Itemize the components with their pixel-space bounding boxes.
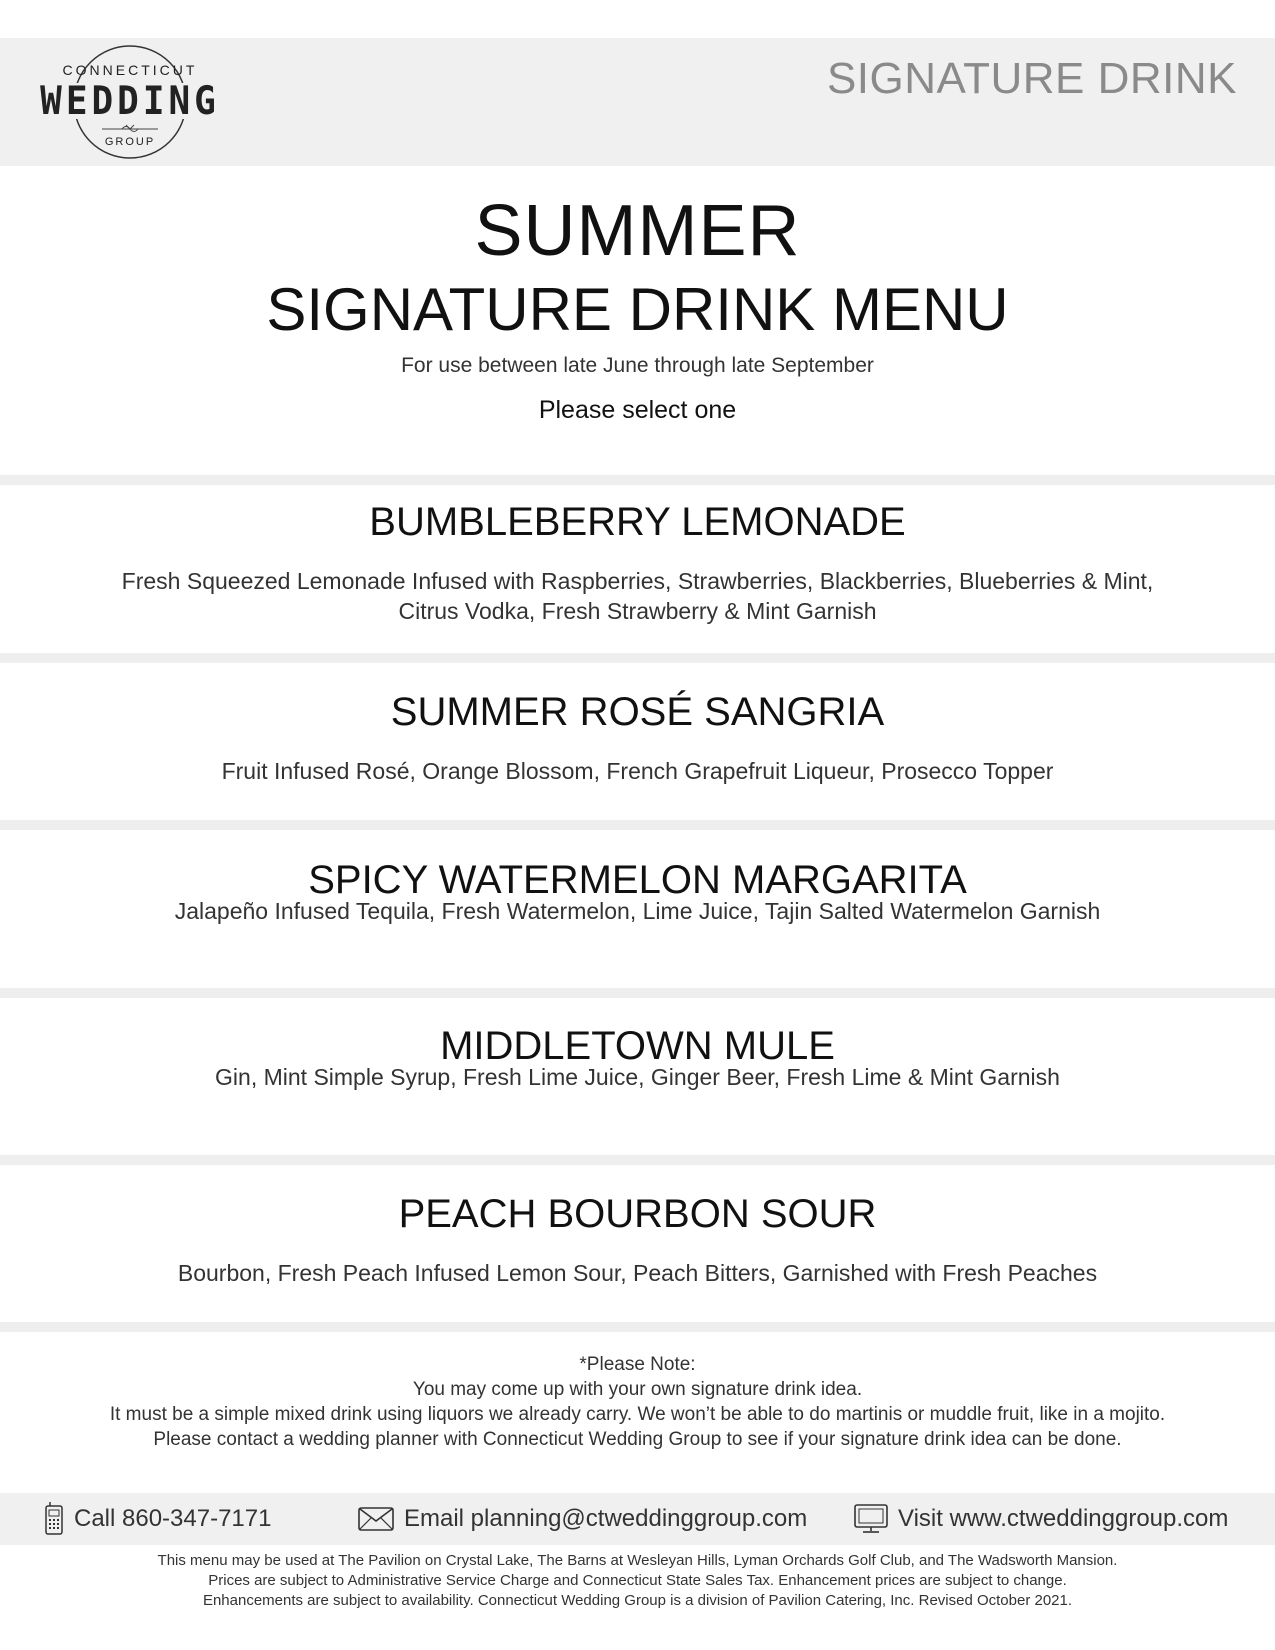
drink-description: [0, 1258, 1275, 1288]
monitor-icon: [854, 1504, 888, 1534]
company-logo: [40, 41, 220, 163]
note-section: [0, 1352, 1275, 1452]
drink-description-line: Citrus Vodka, Fresh Strawberry & Mint Garnish: [398, 598, 877, 624]
note-heading: *Please Note:: [579, 1354, 696, 1375]
header-title: SIGNATURE DRINK: [826, 54, 1237, 103]
drink-item[interactable]: [0, 1190, 1275, 1288]
drink-item[interactable]: [0, 856, 1275, 926]
legal-line: This menu may be used at The Pavilion on Crystal Lake, The Barns at Wesleyan Hills, Lyman Orchards Golf Club, and The Wadsworth Mansion.: [157, 1552, 1118, 1569]
logo-emblem: [40, 41, 220, 163]
legal-footer: [0, 1551, 1275, 1611]
legal-line: Enhancements are subject to availability. Connecticut Wedding Group is a division of Pavilion Catering, Inc. Revised October 2021.: [202, 1592, 1073, 1609]
drink-description: [0, 1062, 1275, 1092]
logo-bottom-text: GROUP: [104, 136, 156, 148]
drink-description: [0, 896, 1275, 926]
drink-item[interactable]: [0, 498, 1275, 626]
drink-description-line: Fresh Squeezed Lemonade Infused with Raspberries, Strawberries, Blackberries, Blueberries & Mint,: [121, 568, 1154, 594]
drink-item[interactable]: [0, 688, 1275, 786]
section-divider: [0, 1155, 1275, 1165]
drink-description: [0, 566, 1275, 626]
drink-name: PEACH BOURBON SOUR: [398, 1192, 877, 1236]
section-divider: [0, 1322, 1275, 1332]
drink-description-line: Fruit Infused Rosé, Orange Blossom, French Grapefruit Liqueur, Prosecco Topper: [221, 758, 1054, 784]
logo-top-text: CONNECTICUT: [62, 62, 198, 78]
drink-name: SUMMER ROSÉ SANGRIA: [390, 690, 885, 734]
sprig-icon: [102, 125, 158, 132]
season-title: SUMMER: [474, 191, 801, 271]
drink-item[interactable]: [0, 1022, 1275, 1092]
intro-section: [0, 190, 1275, 425]
drink-description-line: Jalapeño Infused Tequila, Fresh Watermelon, Lime Juice, Tajin Salted Watermelon Garnish: [174, 898, 1101, 924]
legal-line: Prices are subject to Administrative Service Charge and Connecticut State Sales Tax. Enhancement prices are subject to change.: [208, 1572, 1067, 1589]
section-divider: [0, 820, 1275, 830]
section-divider: [0, 988, 1275, 998]
contact-phone[interactable]: [44, 1493, 271, 1545]
select-note: Please select one: [538, 396, 737, 424]
note-line: Please contact a wedding planner with Connecticut Wedding Group to see if your signature drink idea can be done.: [153, 1429, 1122, 1450]
drink-description-line: Gin, Mint Simple Syrup, Fresh Lime Juice, Ginger Beer, Fresh Lime & Mint Garnish: [215, 1064, 1060, 1090]
usage-note: For use between late June through late September: [401, 354, 874, 377]
contact-email[interactable]: [358, 1493, 807, 1545]
envelope-icon: [358, 1507, 394, 1531]
contact-band: [0, 1493, 1275, 1545]
drink-description: [0, 756, 1275, 786]
note-line: It must be a simple mixed drink using liquors we already carry. We won’t be able to do martinis or muddle fruit, like in a mojito.: [109, 1404, 1166, 1425]
contact-web[interactable]: [854, 1493, 1228, 1545]
phone-icon: [44, 1502, 64, 1536]
note-line: You may come up with your own signature drink idea.: [412, 1379, 863, 1400]
logo-main-text: WEDDING: [40, 77, 220, 124]
drink-name: SPICY WATERMELON MARGARITA: [308, 858, 967, 902]
web-text: Visit www.ctweddinggroup.com: [898, 1505, 1229, 1532]
section-divider: [0, 475, 1275, 485]
email-text: Email planning@ctweddinggroup.com: [404, 1505, 808, 1532]
drink-description-line: Bourbon, Fresh Peach Infused Lemon Sour, Peach Bitters, Garnished with Fresh Peaches: [177, 1260, 1098, 1286]
drink-name: MIDDLETOWN MULE: [440, 1024, 835, 1068]
section-divider: [0, 653, 1275, 663]
menu-title: SIGNATURE DRINK MENU: [266, 276, 1009, 343]
drink-name: BUMBLEBERRY LEMONADE: [369, 500, 906, 544]
phone-text: Call 860-347-7171: [74, 1505, 272, 1532]
